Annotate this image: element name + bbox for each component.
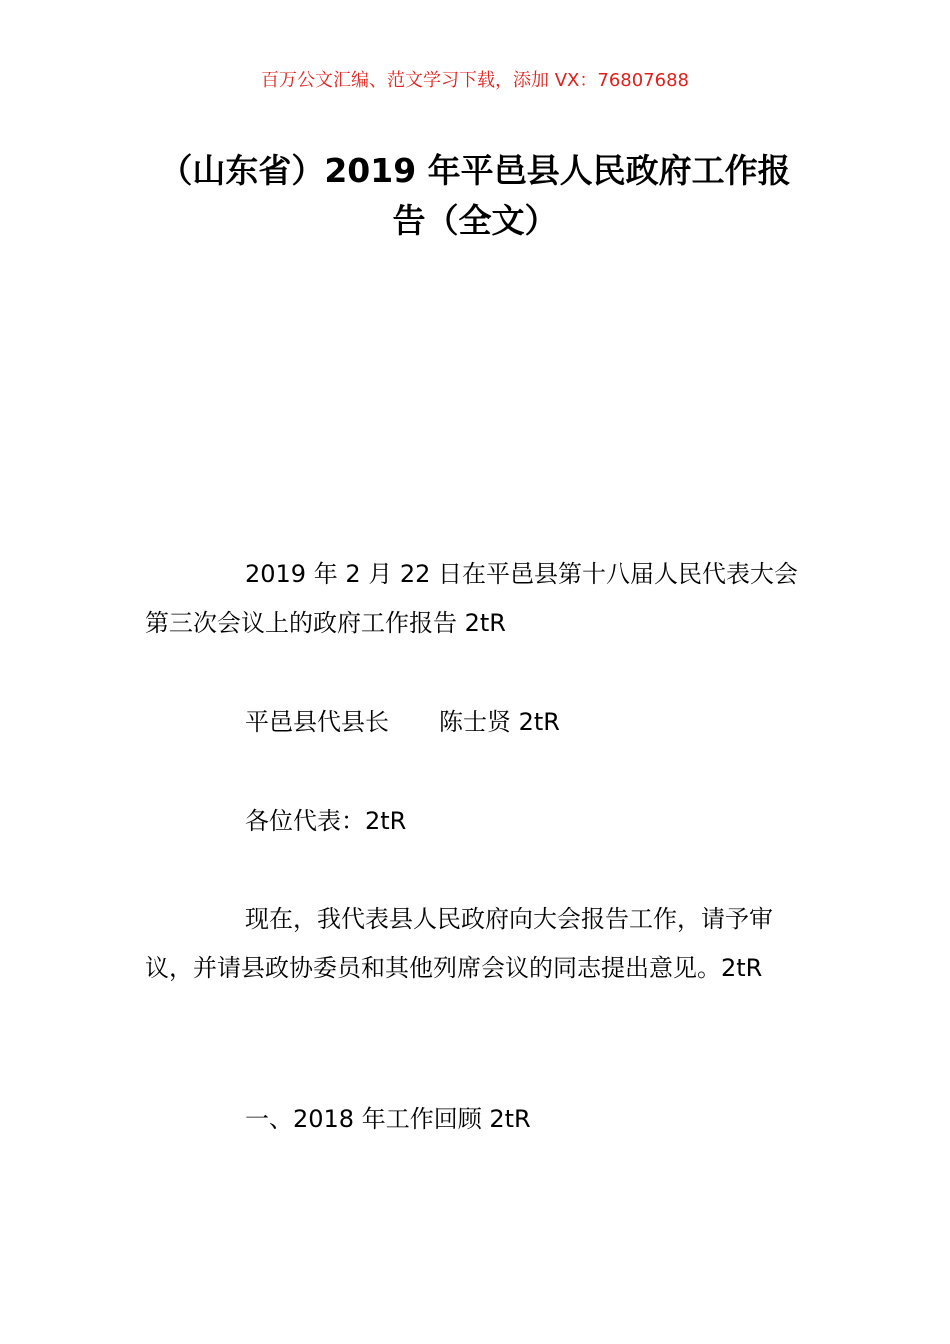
document-title — [140, 146, 810, 246]
salutation-paragraph: 各位代表：2tR — [245, 807, 407, 835]
speaker-name: 陈士贤 2tR — [439, 708, 560, 736]
header-watermark-note: 百万公文汇编、范文学习下载，添加 VX：76807688 — [261, 70, 689, 91]
intro-paragraph-block — [145, 550, 813, 648]
section-1-heading: 一、2018 年工作回顾 2tR — [245, 1105, 531, 1133]
speaker-title: 平邑县代县长 — [245, 708, 389, 736]
intro-paragraph: 2019 年 2 月 22 日在平邑县第十八届人民代表大会第三次会议上的政府工作报告 2tR — [145, 560, 799, 637]
speaker-line-block — [145, 698, 813, 747]
opening-paragraph-block — [145, 895, 813, 993]
title-line-2: 告（全文） — [392, 201, 558, 240]
section-heading-block — [145, 1095, 813, 1144]
title-line-1: （山东省）2019 年平邑县人民政府工作报 — [159, 151, 791, 190]
speaker-line — [145, 698, 813, 747]
opening-paragraph: 现在，我代表县人民政府向大会报告工作，请予审议，并请县政协委员和其他列席会议的同志提出意见。2tR — [145, 905, 773, 982]
salutation-block — [145, 797, 813, 846]
